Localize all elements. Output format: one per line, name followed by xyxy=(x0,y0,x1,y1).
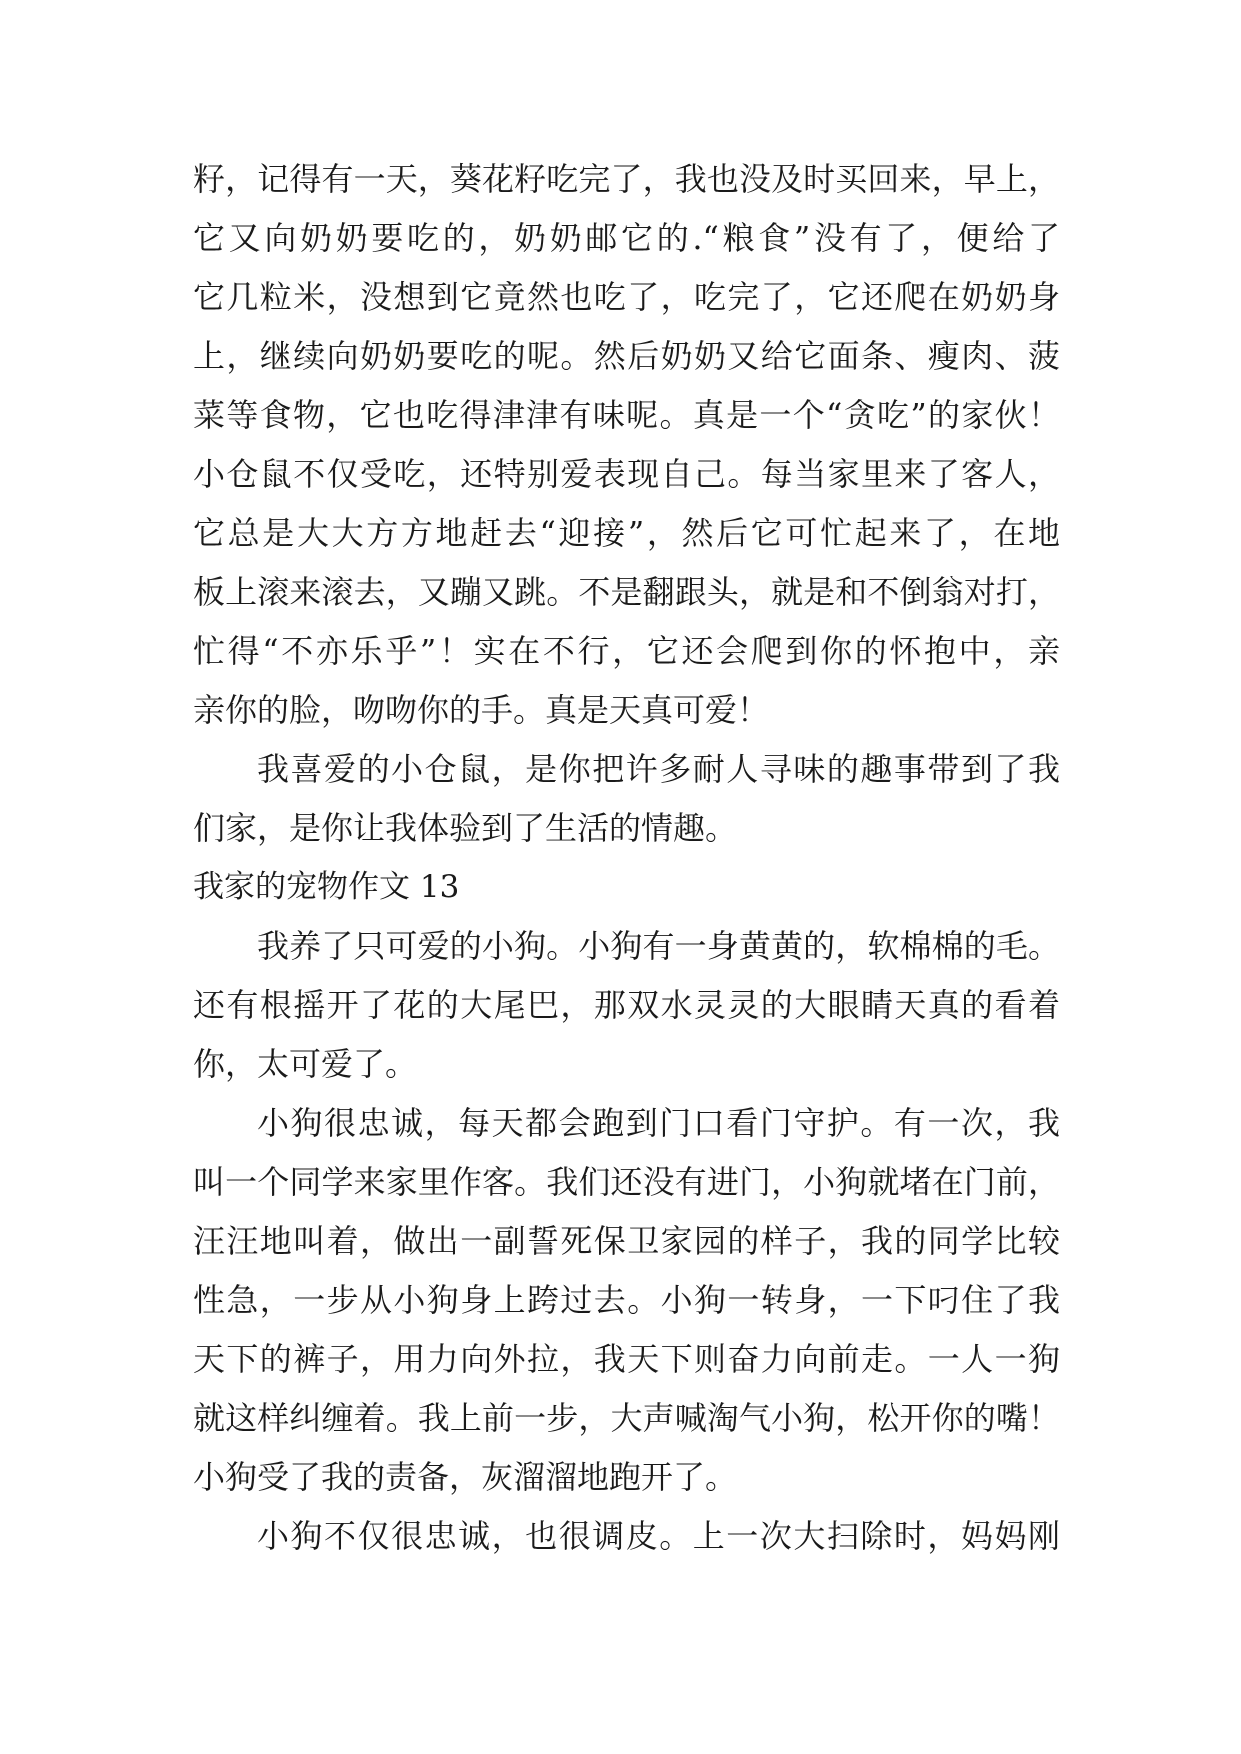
text-line: 就这样纠缠着。我上前一步，大声喊淘气小狗，松开你的嘴！ xyxy=(193,1399,1060,1437)
paragraph-start-line: 我喜爱的小仓鼠，是你把许多耐人寻味的趣事带到了我 xyxy=(257,750,1060,788)
text-line: 性急，一步从小狗身上跨过去。小狗一转身，一下叼住了我 xyxy=(193,1281,1060,1319)
text-line: 天下的裤子，用力向外拉，我天下则奋力向前走。一人一狗 xyxy=(193,1340,1060,1378)
text-line: 汪汪地叫着，做出一副誓死保卫家园的样子，我的同学比较 xyxy=(193,1222,1060,1260)
text-line: 们家，是你让我体验到了生活的情趣。 xyxy=(193,809,738,847)
text-line: 上，继续向奶奶要吃的呢。然后奶奶又给它面条、瘦肉、菠 xyxy=(193,337,1060,375)
text-line: 小仓鼠不仅受吃，还特别爱表现自己。每当家里来了客人， xyxy=(193,455,1060,493)
text-line: 它几粒米，没想到它竟然也吃了，吃完了，它还爬在奶奶身 xyxy=(193,278,1060,316)
text-line: 亲你的脸，吻吻你的手。真是天真可爱！ xyxy=(193,691,770,729)
document-page xyxy=(193,150,1060,1566)
text-line: 叫一个同学来家里作客。我们还没有进门，小狗就堵在门前， xyxy=(193,1163,1060,1201)
paragraph-start-line: 小狗不仅很忠诚，也很调皮。上一次大扫除时，妈妈刚 xyxy=(257,1517,1060,1555)
text-line: 板上滚来滚去，又蹦又跳。不是翻跟头，就是和不倒翁对打， xyxy=(193,573,1060,611)
text-line: 籽，记得有一天，葵花籽吃完了，我也没及时买回来，早上， xyxy=(193,160,1060,198)
text-line: 它总是大大方方地赶去“迎接”，然后它可忙起来了，在地 xyxy=(193,514,1060,552)
text-line: 你，太可爱了。 xyxy=(193,1045,418,1083)
text-line: 小狗受了我的责备，灰溜溜地跑开了。 xyxy=(193,1458,738,1496)
section-title: 我家的宠物作文 13 xyxy=(193,869,460,905)
text-line: 忙得“不亦乐乎”！实在不行，它还会爬到你的怀抱中，亲 xyxy=(193,632,1060,670)
paragraph-start-line: 小狗很忠诚，每天都会跑到门口看门守护。有一次，我 xyxy=(257,1104,1060,1142)
text-line: 菜等食物，它也吃得津津有味呢。真是一个“贪吃”的家伙！ xyxy=(193,396,1060,434)
text-line: 还有根摇开了花的大尾巴，那双水灵灵的大眼睛天真的看着 xyxy=(193,986,1060,1024)
paragraph-start-line: 我养了只可爱的小狗。小狗有一身黄黄的，软棉棉的毛。 xyxy=(257,927,1060,965)
text-line: 它又向奶奶要吃的，奶奶邮它的.“粮食”没有了，便给了 xyxy=(193,219,1060,257)
